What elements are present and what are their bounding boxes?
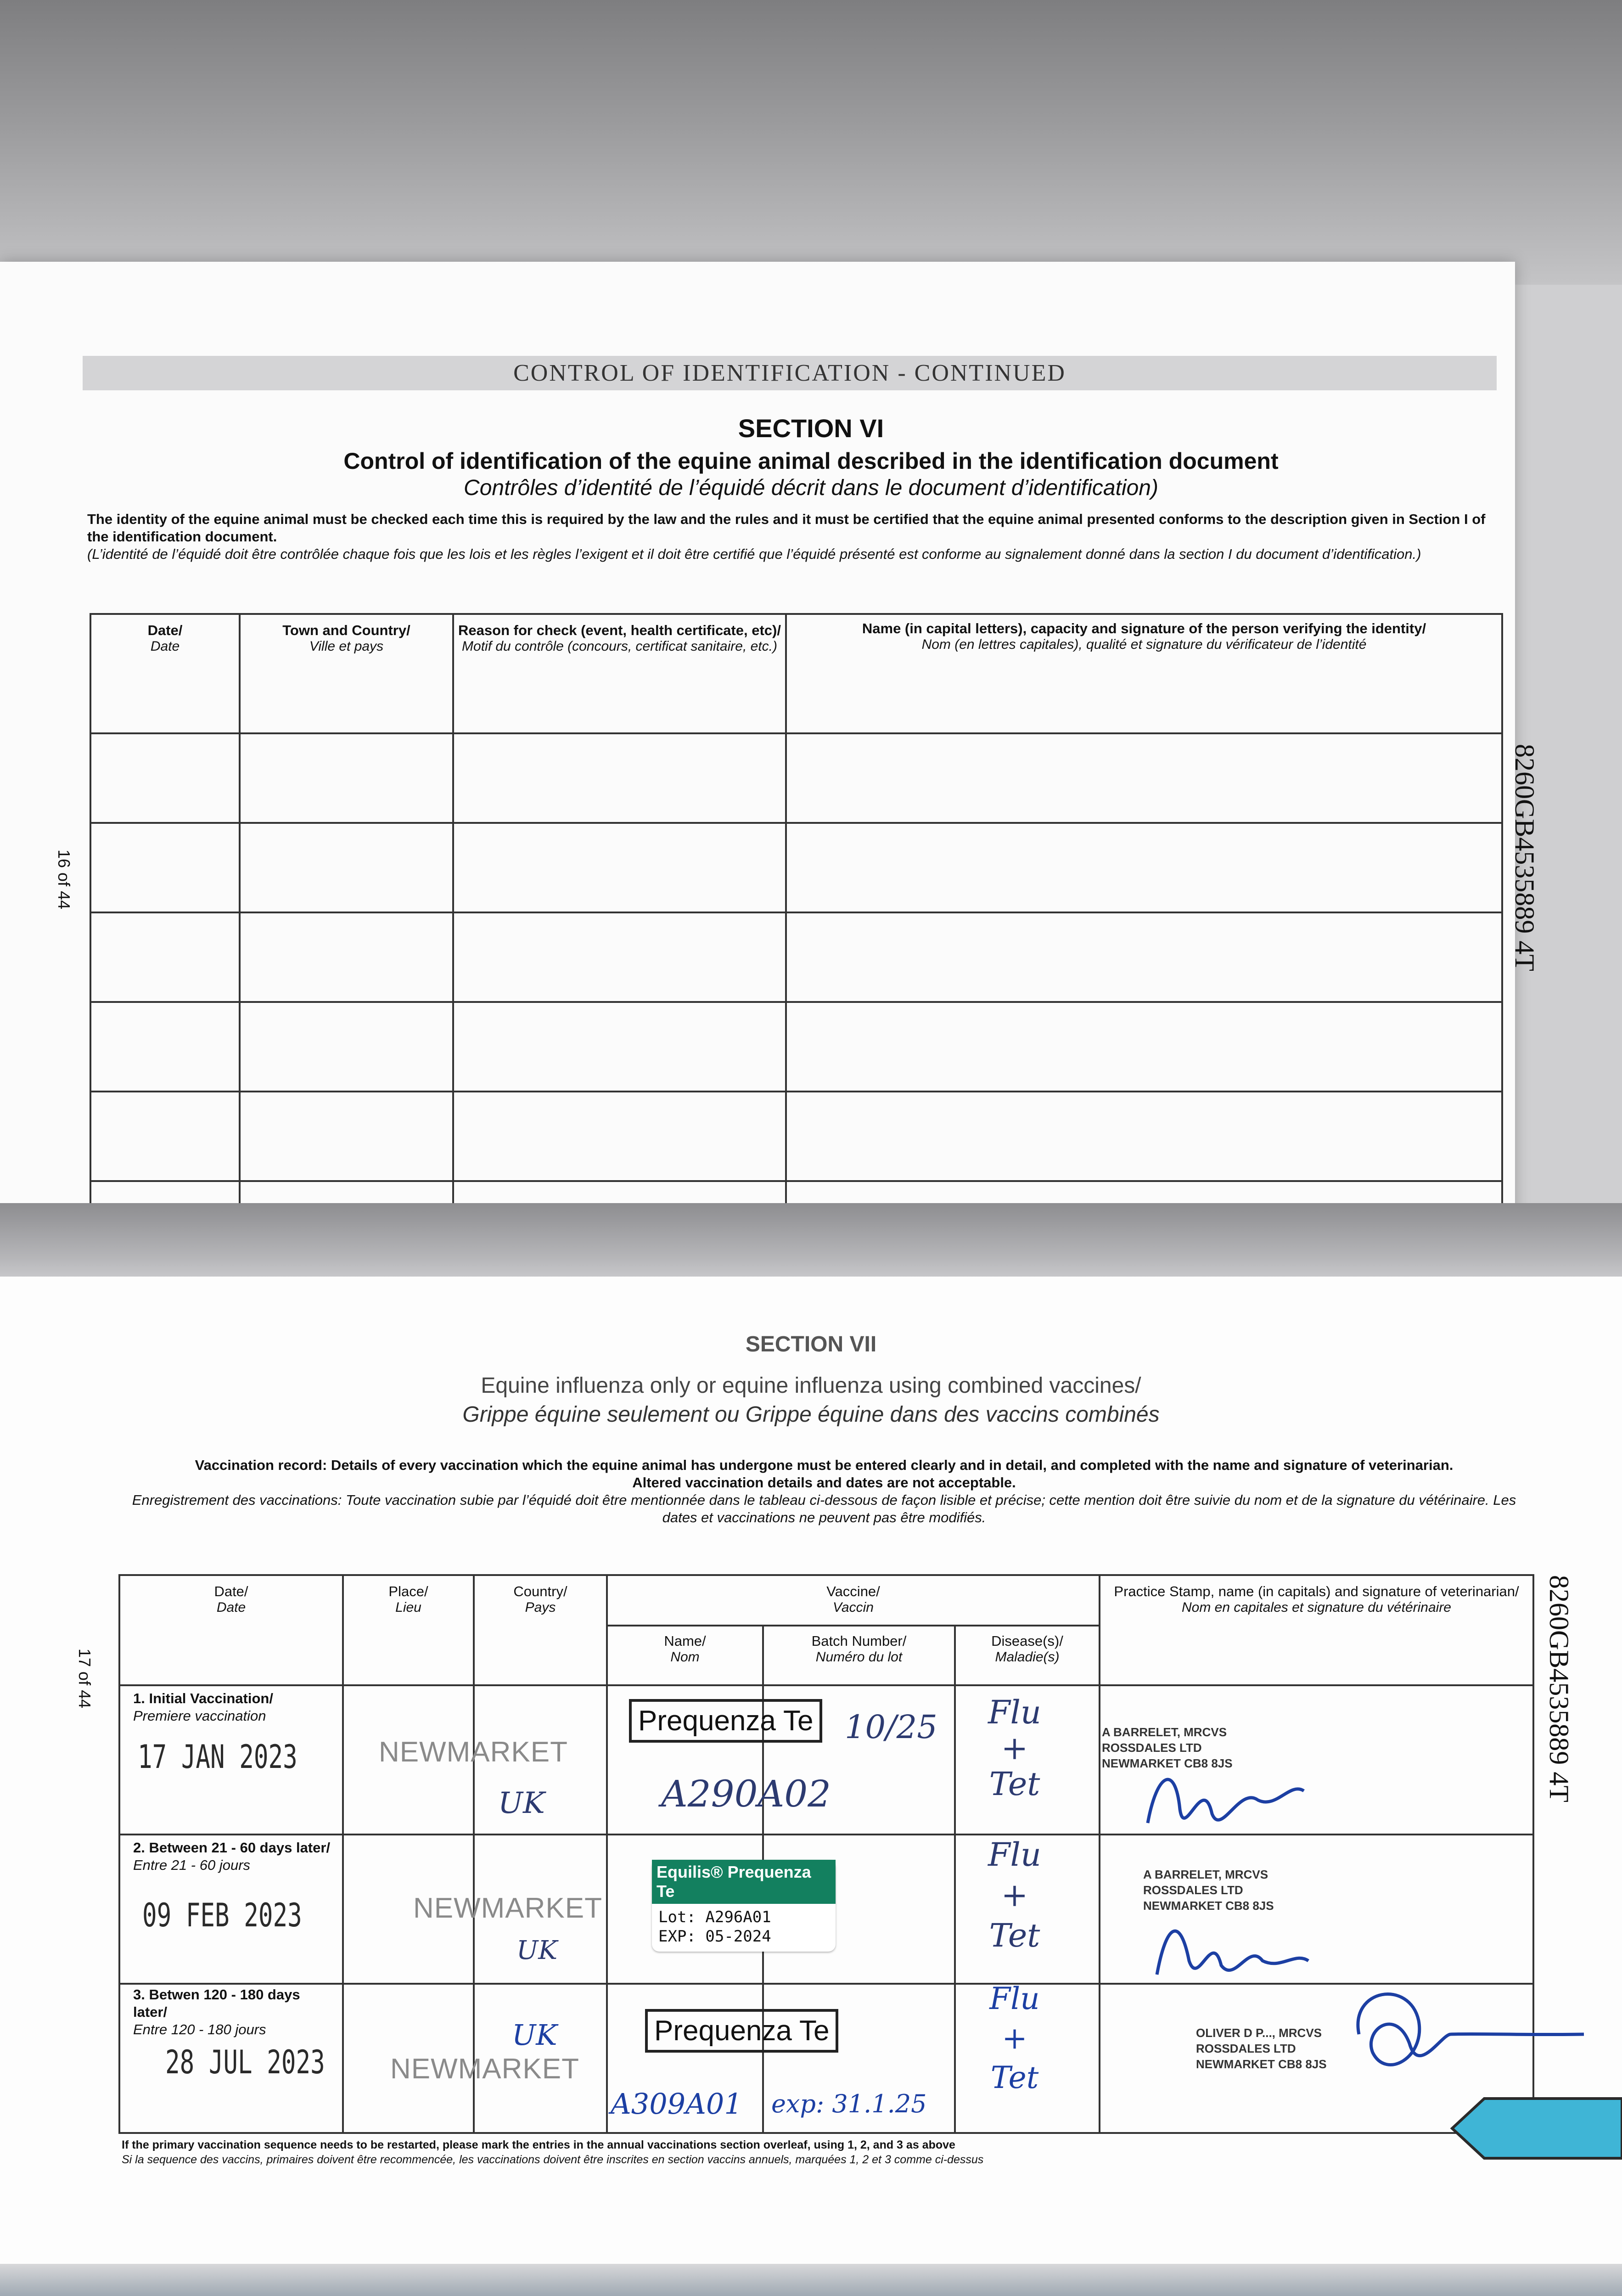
col-place-label-fr: Lieu [395,1600,421,1615]
col-batch-header [763,1626,955,1685]
row-3-country: UK [512,2018,557,2052]
row-3-label [133,1986,335,2038]
col-place-header [343,1575,474,1685]
col-reason-label-fr: Motif du contrôle (concours, certificat sanitaire, etc.) [462,639,777,654]
identity-check-row [90,1092,1502,1181]
col-disease-label-fr: Maladie(s) [995,1649,1060,1665]
row-2-stamp-line-3: NEWMARKET CB8 8JS [1143,1899,1274,1913]
vaccination-header-row-1 [119,1575,1533,1626]
col-practice-label-fr: Nom en capitales et signature du vétérinaire [1182,1600,1451,1615]
row-3-stamp-line-3: NEWMARKET CB8 8JS [1196,2057,1327,2071]
col-date-label: Date/ [214,1583,248,1599]
row-3-vaccine-name-stamp: Prequenza Te [645,2009,838,2053]
cell-empty[interactable] [90,1002,240,1092]
col-name-header [786,614,1502,733]
cell-empty[interactable] [240,912,453,1002]
section-7-intro-fr: Enregistrement des vaccinations: Toute vaccination subie par l’équidé doit être mentionnée dans le tableau ci-dessous de façon lisible et précise; cette mention doit être suivie du nom et de la signature du vétérinaire. Les dates et vaccinations ne peuvent pas être modifiés. [132,1492,1516,1525]
identity-check-header-row [90,614,1502,733]
col-disease-label: Disease(s)/ [991,1633,1063,1649]
col-name-header [607,1626,763,1685]
row-3-disease-2: + [1002,2020,1027,2056]
identity-check-row [90,912,1502,1002]
cell-empty[interactable] [90,1092,240,1181]
row-3-label-fr: Entre 120 - 180 jours [133,2021,266,2037]
cell-empty[interactable] [786,1002,1502,1092]
col-place-label: Place/ [388,1583,428,1599]
col-name-label-fr: Nom (en lettres capitales), qualité et signature du vérificateur de l’identité [921,637,1367,652]
row-3-stamp-line-2: ROSSDALES LTD [1196,2042,1296,2055]
identity-check-row [90,1002,1502,1092]
cell-empty[interactable] [240,1092,453,1181]
row-1-vaccine-name-stamp: Prequenza Te [629,1699,822,1743]
row-2-label [133,1839,335,1874]
section-6-title: Control of identification of the equine animal described in the identification document [343,448,1279,474]
col-batch-label: Batch Number/ [811,1633,907,1649]
row-1-date-stamp: 17 JAN 2023 [138,1738,297,1776]
section-6-title-fr: Contrôles d’identité de l’équidé décrit dans le document d’identification) [464,476,1158,500]
col-town-label-fr: Ville et pays [309,639,384,654]
sticker-header: Equilis® Prequenza Te [652,1860,836,1904]
col-reason-header [453,614,786,733]
row-1-disease [955,1694,1074,1802]
row-3-disease-1: Flu [989,1981,1040,2016]
row-2-disease-3: Tet [989,1917,1040,1954]
row-3-disease [955,1979,1074,2098]
cell-empty[interactable] [786,823,1502,912]
row-3-batch: A309A01 [611,2087,742,2121]
document-number-bottom: 8260GB4535889 4T [1544,1575,1574,1802]
background-top [0,0,1622,285]
row-3-label-en: 3. Betwen 120 - 180 days later/ [133,1986,300,2020]
footer-en: If the primary vaccination sequence needs to be restarted, please mark the entries in the annual vaccinations section overleaf, using 1, 2, and 3 as above [122,2138,955,2151]
row-2-date-stamp: 09 FEB 2023 [142,1896,302,1934]
page-edge [0,2264,1622,2296]
row-2-stamp-line-2: ROSSDALES LTD [1143,1883,1243,1897]
section-7-label: SECTION VII [745,1332,877,1356]
row-3-place-stamp: NEWMARKET [390,2053,579,2085]
row-3-practice-stamp [1196,2025,1327,2072]
row-1-expiry: 10/25 [845,1708,937,1746]
col-name-label: Name/ [664,1633,706,1649]
col-date-header [119,1575,343,1685]
row-1-country: UK [498,1786,545,1820]
col-date-label-fr: Date [216,1600,246,1615]
footer-fr: Si la sequence des vaccins, primaires doivent être recommencée, les vaccinations doivent être inscrites en section vaccins annuels, marquées 1, 2 et 3 comme ci-dessus [122,2153,984,2166]
col-reason-label: Reason for check (event, health certificate, etc)/ [458,622,781,638]
row-1-disease-3: Tet [989,1765,1040,1803]
sticker-exp: 05-2024 [705,1927,771,1946]
row-1-signature [1139,1745,1313,1846]
sticker-lot-label: Lot: [658,1908,696,1926]
row-2-stamp-line-1: A BARRELET, MRCVS [1143,1868,1268,1881]
cell-empty[interactable] [786,912,1502,1002]
row-1-stamp-line-1: A BARRELET, MRCVS [1102,1725,1227,1739]
cell-empty[interactable] [453,1092,786,1181]
row-3-signature [1331,1970,1588,2099]
col-town-header [240,614,453,733]
col-name-label-fr: Nom [670,1649,700,1665]
row-1-stamp-line-3: NEWMARKET CB8 8JS [1102,1756,1233,1770]
col-country-header [474,1575,607,1685]
page-tab[interactable] [1448,2094,1622,2163]
cell-empty[interactable] [90,823,240,912]
cell-empty[interactable] [786,1092,1502,1181]
sticker-product: Prequenza Te [657,1863,811,1901]
row-3-date-stamp: 28 JUL 2023 [165,2043,325,2081]
sticker-body [652,1904,836,1950]
row-2-disease-1: Flu [988,1836,1042,1874]
section-7-title: Equine influenza only or equine influenza using combined vaccines/ [481,1373,1141,1398]
row-2-disease-2: + [1001,1876,1028,1914]
section-7-title-fr: Grippe équine seulement ou Grippe équine dans des vaccins combinés [462,1402,1160,1427]
section-6-intro [87,511,1487,563]
identity-check-row [90,733,1502,823]
header-bar-label: CONTROL OF IDENTIFICATION - CONTINUED [513,360,1066,386]
row-3-disease-3: Tet [990,2060,1039,2095]
document-number-top: 8260GB4535889 4T [1510,744,1540,971]
col-date-label: Date/ [147,622,183,638]
cell-empty[interactable] [453,1002,786,1092]
col-country-label: Country/ [513,1583,567,1599]
section-7-footer [122,2138,1499,2167]
row-3-expiry: exp: 31.1.25 [771,2089,927,2118]
row-1-place-stamp: NEWMARKET [379,1736,568,1768]
col-vaccine-label: Vaccine/ [826,1583,880,1599]
row-2-country: UK [516,1936,558,1965]
cell-empty[interactable] [90,912,240,1002]
col-practice-label: Practice Stamp, name (in capitals) and signature of veterinarian/ [1114,1583,1519,1599]
cell-empty[interactable] [240,1002,453,1092]
cell-empty[interactable] [90,733,240,823]
col-town-label: Town and Country/ [282,622,410,638]
cell-empty[interactable] [786,733,1502,823]
col-name-label: Name (in capital letters), capacity and signature of the person verifying the identity/ [862,620,1426,636]
col-vaccine-header [607,1575,1100,1626]
row-2-disease [955,1835,1074,1956]
section-7-intro-en-1: Vaccination record: Details of every vaccination which the equine animal has undergone must be entered clearly and in detail, and completed with the name and signature of veterinarian. [195,1457,1454,1473]
section-6-intro-en: The identity of the equine animal must be checked each time this is required by the law and the rules and it must be certified that the equine animal presented conforms to the description given in Section I of the identification document. [87,511,1486,545]
row-2-vaccine-sticker [652,1860,836,1952]
sticker-lot: A296A01 [705,1908,771,1926]
section-6-intro-fr: (L’identité de l’équidé doit être contrôlée chaque fois que les lois et les règles l’exigent et il doit être certifié que l’équidé présenté est conforme au signalement donné dans la section I du document d’identification.) [87,546,1421,562]
section-6-label: SECTION VI [738,414,884,443]
page-number-17: 17 of 44 [75,1649,94,1709]
row-1-disease-2: + [1001,1729,1028,1767]
col-vaccine-label-fr: Vaccin [833,1600,874,1615]
identity-check-table [90,613,1503,1267]
row-1-label-en: 1. Initial Vaccination/ [133,1690,273,1706]
identity-check-row [90,823,1502,912]
col-date-header [90,614,240,733]
row-1-label-fr: Premiere vaccination [133,1708,266,1724]
col-practice-header [1100,1575,1533,1685]
cell-empty[interactable] [453,912,786,1002]
row-2-signature [1148,1892,1313,1993]
row-1-label [133,1690,335,1725]
section-7-intro-en-2: Altered vaccination details and dates are not acceptable. [632,1474,1016,1491]
cell-empty[interactable] [453,733,786,823]
page-number-16: 16 of 44 [55,850,73,910]
cell-empty[interactable] [240,823,453,912]
row-1-batch: A290A02 [661,1773,831,1815]
cell-empty[interactable] [240,733,453,823]
cell-empty[interactable] [453,823,786,912]
col-date-label-fr: Date [150,639,180,654]
row-1-stamp-line-2: ROSSDALES LTD [1102,1741,1202,1755]
row-3-stamp-line-1: OLIVER D P..., MRCVS [1196,2026,1322,2040]
section-7-intro [117,1457,1531,1526]
col-disease-header [955,1626,1100,1685]
sticker-exp-label: EXP: [658,1927,696,1946]
row-1-disease-1: Flu [988,1694,1042,1731]
row-2-label-en: 2. Between 21 - 60 days later/ [133,1840,331,1856]
row-2-label-fr: Entre 21 - 60 jours [133,1857,251,1873]
sticker-brand: Equilis [657,1863,711,1881]
row-2-place-stamp: NEWMARKET [413,1892,602,1924]
col-country-label-fr: Pays [525,1600,556,1615]
col-batch-label-fr: Numéro du lot [815,1649,903,1665]
